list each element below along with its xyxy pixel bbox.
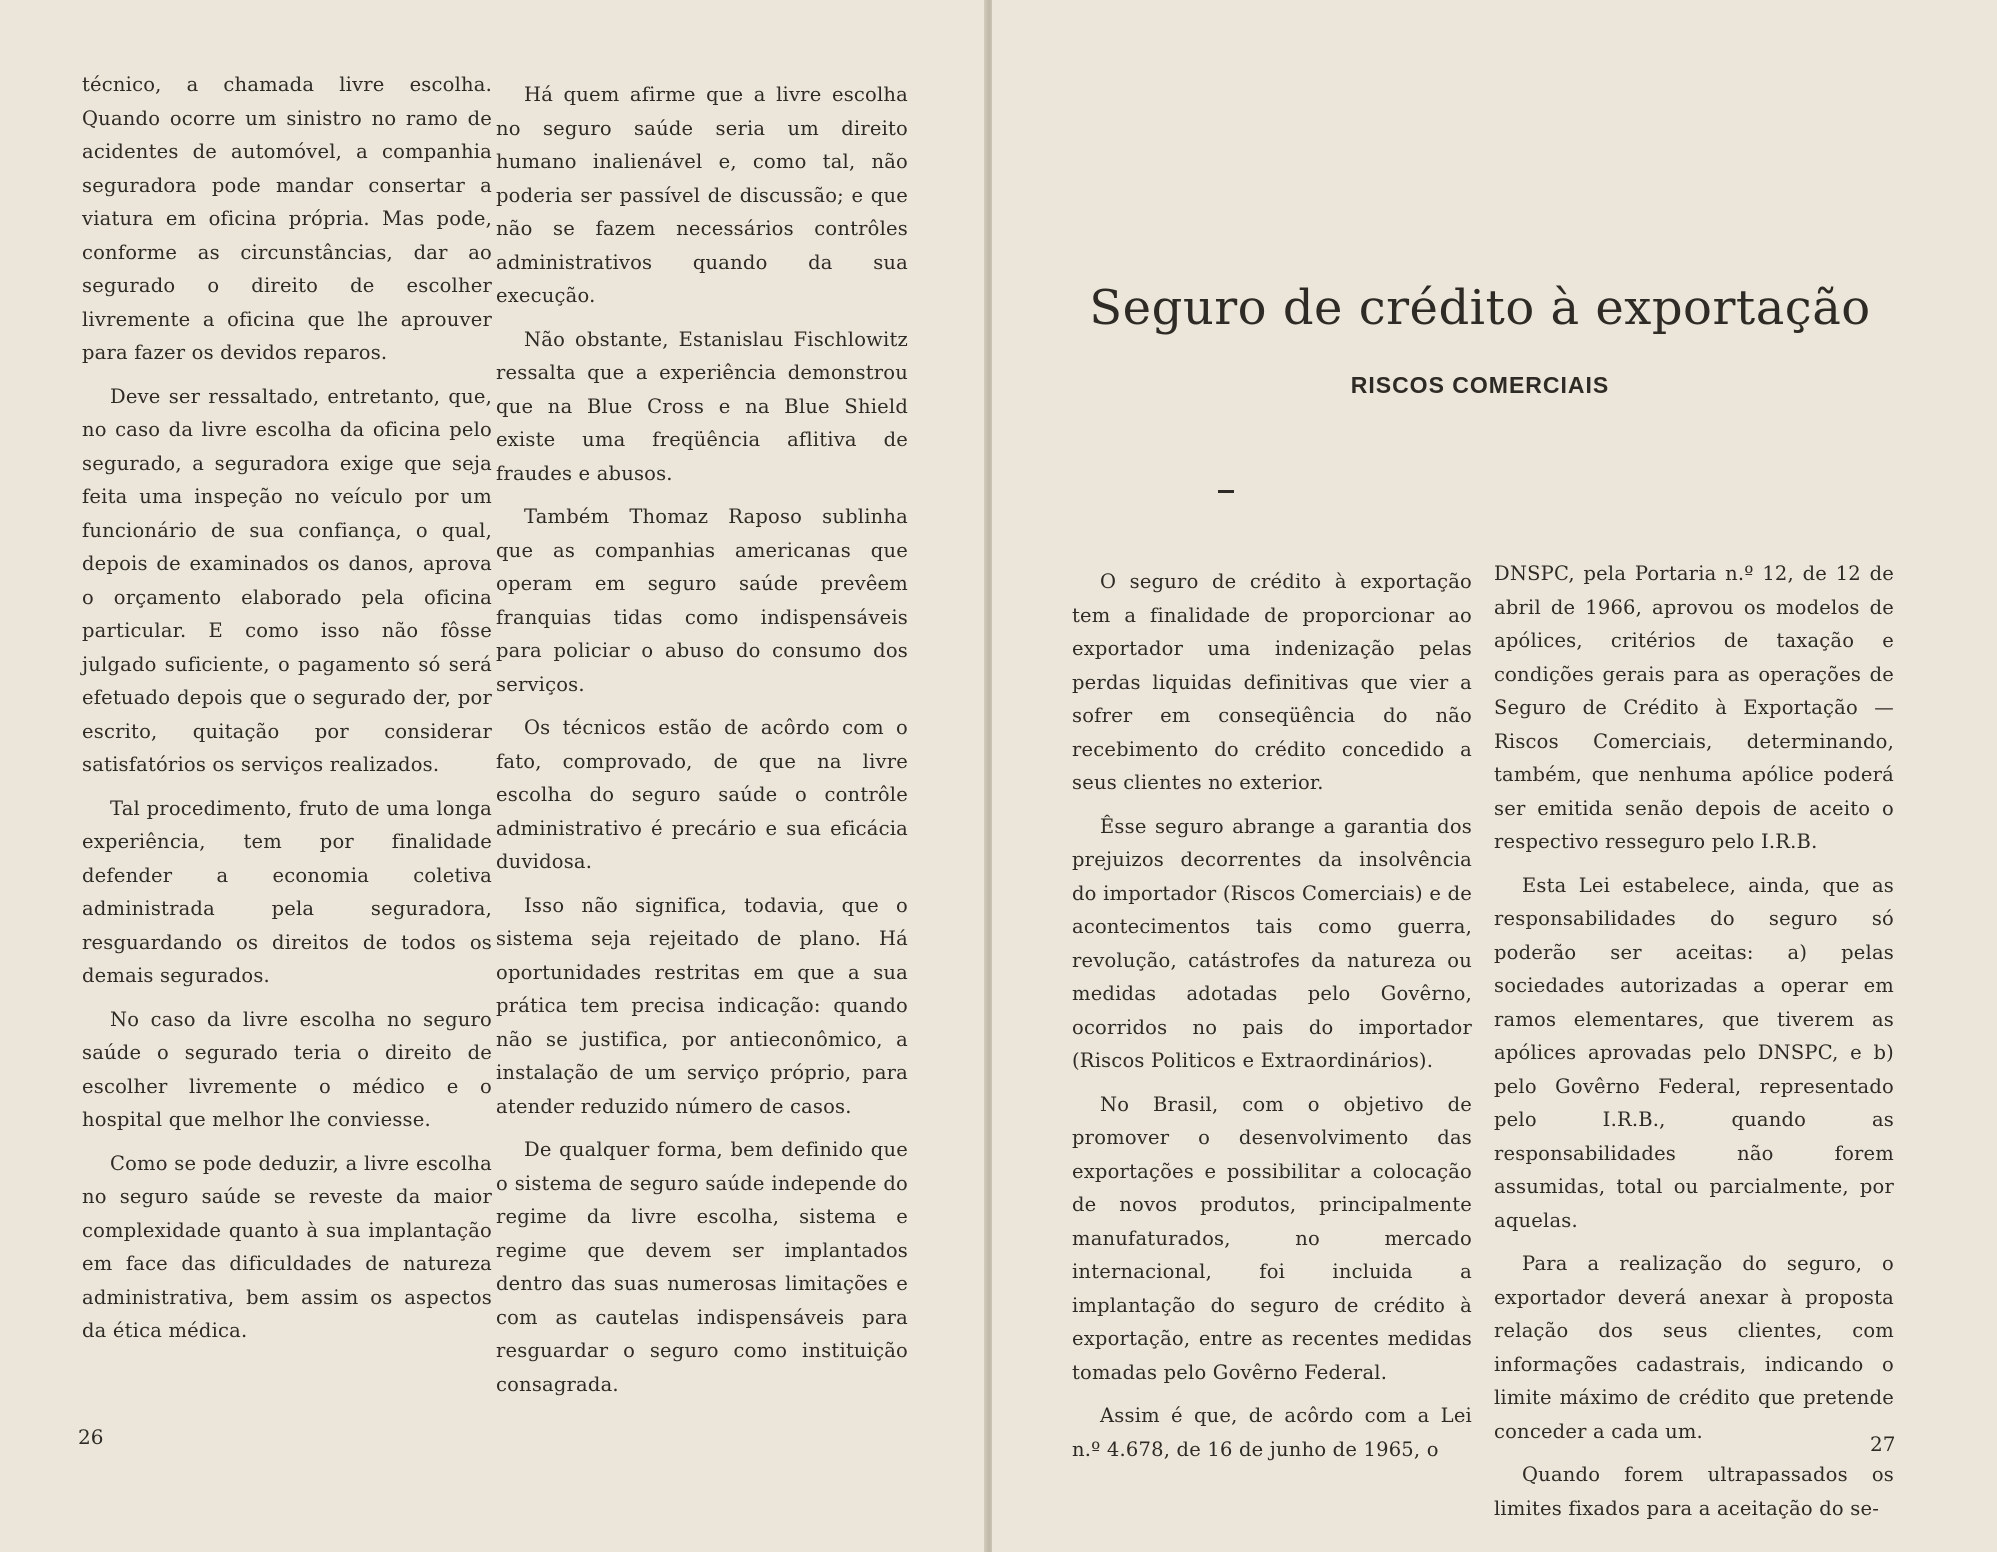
paragraph: Esta Lei estabelece, ainda, que as responsabilidades do seguro só poderão ser aceitas: a) pelas sociedades autorizadas a operar em ramos elementares, que tiverem as apólices aprovadas pelo DNSPC, e b) pelo Govêrno Federal, representado pelo I.R.B., quando as responsabilidades não forem assumidas, total ou parcialmente, por aquelas. xyxy=(1494,873,1894,1232)
right-page-column-2 xyxy=(1494,557,1894,1535)
paragraph: Há quem afirme que a livre escolha no seguro saúde seria um direito humano inalienável e, como tal, não poderia ser passível de discussão; e que não se fazem necessários contrôles administrativos quando da sua execução. xyxy=(496,83,908,307)
paragraph: De qualquer forma, bem definido que o sistema de seguro saúde independe do regime da livre escolha, sistema e regime que devem ser implantados dentro das suas numerosas limitações e com as cautelas indispensáveis para resguardar o seguro como instituição consagrada. xyxy=(496,1138,908,1396)
left-page-column-1 xyxy=(82,68,492,1358)
paragraph: Quando forem ultrapassados os limites fixados para a aceitação do se- xyxy=(1494,1463,1894,1520)
separator-dash xyxy=(1218,490,1234,493)
paragraph: Como se pode deduzir, a livre escolha no seguro saúde se reveste da maior complexidade quanto à sua implantação em face das dificuldades de natureza administrativa, bem assim os aspectos da ética médica. xyxy=(82,1151,492,1342)
right-page-column-1 xyxy=(1072,565,1472,1476)
paragraph: Não obstante, Estanislau Fischlowitz ressalta que a experiência demonstrou que na Blue Cross e na Blue Shield existe uma freqüência aflitiva de fraudes e abusos. xyxy=(496,327,908,485)
page-number: 27 xyxy=(1870,1432,1896,1456)
article-subtitle: RISCOS COMERCIAIS xyxy=(1350,372,1610,398)
left-page-column-2 xyxy=(496,78,908,1411)
paragraph: DNSPC, pela Portaria n.º 12, de 12 de abril de 1966, aprovou os modelos de apólices, critérios de taxação e condições gerais para as operações de Seguro de Crédito à Exportação — Riscos Comerciais, determinando, também, que nenhuma apólice poderá ser emitida senão depois de aceito o respectivo resseguro pelo I.R.B. xyxy=(1494,562,1894,853)
left-page xyxy=(0,0,986,1552)
paragraph: Êsse seguro abrange a garantia dos prejuizos decorrentes da insolvência do importador (Riscos Comerciais) e de acontecimentos tais como guerra, revolução, catástrofes da natureza ou medidas adotadas pelo Govêrno, ocorridos no pais do importador (Riscos Politicos e Extraordinários). xyxy=(1072,814,1472,1072)
page-number: 26 xyxy=(78,1425,104,1449)
paragraph: Assim é que, de acôrdo com a Lei n.º 4.678, de 16 de junho de 1965, o xyxy=(1072,1404,1472,1461)
paragraph: Isso não significa, todavia, que o sistema seja rejeitado de plano. Há oportunidades restritas em que a sua prática tem precisa indicação: quando não se justifica, por antieconômico, a instalação de um serviço próprio, para atender reduzido número de casos. xyxy=(496,893,908,1118)
paragraph: técnico, a chamada livre escolha. Quando ocorre um sinistro no ramo de acidentes de automóvel, a companhia seguradora pode mandar consertar a viatura em oficina própria. Mas pode, conforme as circunstâncias, dar ao segurado o direito de escolher livremente a oficina que lhe aprouver para fazer os devidos reparos. xyxy=(82,73,492,364)
paragraph: No caso da livre escolha no seguro saúde o segurado teria o direito de escolher livremente o médico e o hospital que melhor lhe conviesse. xyxy=(82,1007,492,1131)
paragraph: Também Thomaz Raposo sublinha que as companhias americanas que operam em seguro saúde prevêem franquias tidas como indispensáveis para policiar o abuso do consumo dos serviços. xyxy=(496,505,908,696)
paragraph: Os técnicos estão de acôrdo com o fato, comprovado, de que na livre escolha do seguro saúde o contrôle administrativo é precário e sua eficácia duvidosa. xyxy=(496,716,908,873)
paragraph: No Brasil, com o objetivo de promover o desenvolvimento das exportações e possibilitar a colocação de novos produtos, principalmente manufaturados, no mercado internacional, foi incluida a implantação do seguro de crédito à exportação, entre as recentes medidas tomadas pelo Govêrno Federal. xyxy=(1072,1092,1472,1384)
paragraph: Para a realização do seguro, o exportador deverá anexar à proposta relação dos seus clientes, com informações cadastrais, indicando o limite máximo de crédito que pretende conceder a cada um. xyxy=(1494,1252,1894,1443)
paragraph: Deve ser ressaltado, entretanto, que, no caso da livre escolha da oficina pelo segurado, a seguradora exige que seja feita uma inspeção no veículo por um funcionário de sua confiança, o qual, depois de examinados os danos, aprova o orçamento elaborado pela oficina particular. E como isso não fôsse julgado suficiente, o pagamento só será efetuado depois que o segurado der, por escrito, quitação por considerar satisfatórios os serviços realizados. xyxy=(82,384,492,776)
paragraph: O seguro de crédito à exportação tem a finalidade de proporcionar ao exportador uma indenização pelas perdas liquidas definitivas que vier a sofrer em conseqüência do não recebimento do crédito concedido a seus clientes no exterior. xyxy=(1072,570,1472,794)
paragraph: Tal procedimento, fruto de uma longa experiência, tem por finalidade defender a economia coletiva administrada pela seguradora, resguardando os direitos de todos os demais segurados. xyxy=(82,796,492,987)
article-title: Seguro de crédito à exportação xyxy=(1089,280,1871,336)
